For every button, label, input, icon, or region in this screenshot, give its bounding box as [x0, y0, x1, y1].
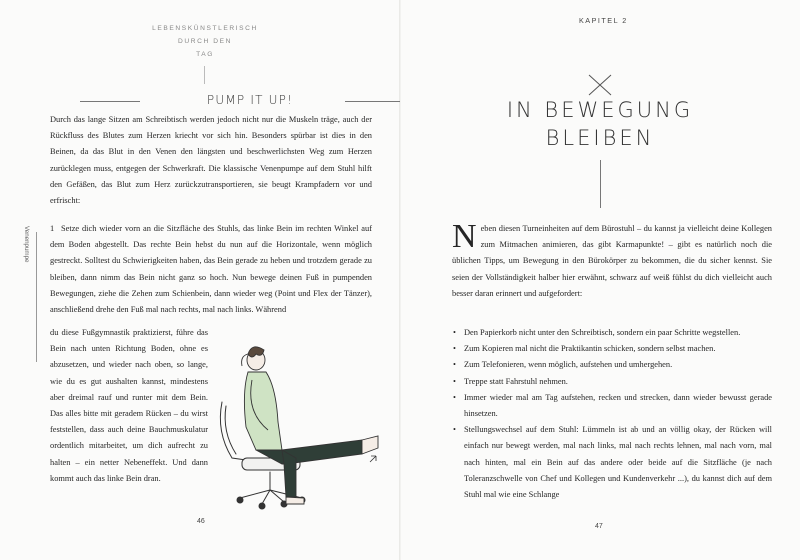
page-number-left: 46: [197, 518, 205, 525]
running-head-divider: [204, 66, 205, 84]
running-head: [150, 22, 260, 61]
list-item: • Stellungswechsel auf dem Stuhl: Lümmeln ist ab und an völlig okay, der Rücken will einfach nur bewegt werden, mal nach links, mal nach rechts lehnen, mal nach vorn, mal nach hinten, mal ein Bein auf das andere oder beide auf die Sitzfläche (je nach Toleranzschwelle von Chef und Kollegen und Kundenverkehr ...), du kannst dich auf dem Stuhl mal wie eine Schlange: [452, 422, 772, 503]
wrapped-paragraph: du diese Fußgymnastik praktizierst, führe das Bein nach unten Richtung Boden, ohne es abzusetzen, und wieder nach oben, so lange, wie du es gut aushalten kannst, mindestens aber dreimal rauf und runter mit dem Bein. Das alles bitte mit geradem Rücken – du wirst feststellen, dass auch deine Bauchmuskulatur ordentlich mitarbeitet, um dich aufrecht zu halten – ein netter Nebeneffekt. Und dann kommt auch das linke Bein dran.: [50, 328, 208, 483]
chapter-title-line-1: IN BEWEGUNG: [506, 98, 694, 122]
exercise-illustration: [212, 332, 382, 512]
chair-back: [220, 402, 246, 460]
raised-foot: [362, 436, 378, 454]
list-item: • Treppe statt Fahrstuhl nehmen.: [452, 374, 772, 390]
motion-arrow-icon: [370, 456, 376, 462]
step-number: 1: [50, 224, 55, 233]
heading-rule-left: [80, 101, 140, 102]
list-item: • Zum Telefonieren, wenn möglich, aufstehen und umhergehen.: [452, 357, 772, 373]
section-heading: [80, 93, 400, 109]
standing-leg: [282, 450, 296, 497]
drop-cap: N: [452, 218, 477, 255]
right-intro-text: eben diesen Turneinheiten auf dem Bürostuhl – du kannst ja vielleicht deine Kollegen zum Mitmachen animieren, das gibt Karmapunkte! – gibt es natürlich noch die üblichen Tipps, um Bewegung in den Bürokörper zu bekommen, die du sicher kennst. Sie seien der Vollständigkeit halber hier erwähnt, schwarz auf weiß fühlst du dich vielleicht auch besser daran erinnert und aufgefordert:: [452, 224, 772, 298]
heading-rule-right: [345, 101, 400, 102]
list-item: • Immer wieder mal am Tag aufstehen, recken und strecken, dann wieder bewusst gerade hinsetzen.: [452, 390, 772, 422]
chair-wheel: [237, 497, 243, 503]
step-paragraph: [50, 221, 372, 318]
step-text: Setze dich wieder vorn an die Sitzfläche des Stuhls, das linke Bein im rechten Winkel auf dem Boden abgestellt. Das rechte Bein hebst du nun auf die Horizontale, wenn möglich gestreckt. Solltest du Schwierigkeiten haben, das Bein gerade zu heben und trotzdem gerade zu bleiben, dann nimm das Bein nicht ganz so hoch. Nun bewege deinen Fuß in pumpenden Bewegungen, ziehe die Zehen zum Schienbein, dann wieder weg (Point und Flex der Tänzer), anschließend drehe den Fuß mal nach rechts, mal nach links. Während: [50, 224, 372, 315]
chapter-divider: [600, 160, 601, 208]
section-title: PUMP IT UP!: [206, 93, 294, 107]
chapter-label: KAPITEL 2: [579, 16, 628, 25]
running-head-line-1: LEBENSKÜNSTLERISCH: [152, 25, 258, 32]
cross-icon: [587, 73, 613, 97]
chair-wheel: [259, 503, 265, 509]
chapter-title: [420, 96, 780, 152]
shirt: [244, 372, 282, 450]
running-head-line-3: TAG: [196, 51, 214, 58]
chair-leg: [240, 490, 270, 498]
side-tab-line: [36, 232, 37, 362]
book-gutter: [399, 0, 401, 560]
list-item: • Zum Kopieren mal nicht die Praktikantin schicken, sondern selbst machen.: [452, 341, 772, 357]
tips-list: [452, 325, 772, 503]
chapter-title-line-2: BLEIBEN: [545, 126, 655, 150]
intro-paragraph: Durch das lange Sitzen am Schreibtisch werden jedoch nicht nur die Muskeln träge, auch der Rückfluss des Blutes zum Herzen kriecht vor sich hin. Besonders spürbar ist dies in den Beinen, da das Blut in den Venen den längsten und beschwerlichsten Weg zum Herzen zurücklegen muss, entgegen der Schwerkraft. Die klassische Venenpumpe auf dem Stuhl hilft den Gefäßen, das Blut zum Herz zurückzutransportieren, sie beugt Krampfadern vor und erfrischt:: [50, 115, 372, 206]
right-intro-paragraph: [452, 218, 772, 302]
standing-foot: [286, 497, 304, 504]
side-tab-label: Venenpumpe: [23, 226, 30, 263]
list-item: • Den Papierkorb nicht unter den Schreibtisch, sondern ein paar Schritte wegstellen.: [452, 325, 772, 341]
page-number-right: 47: [595, 523, 603, 530]
running-head-line-2: DURCH DEN: [178, 38, 232, 45]
